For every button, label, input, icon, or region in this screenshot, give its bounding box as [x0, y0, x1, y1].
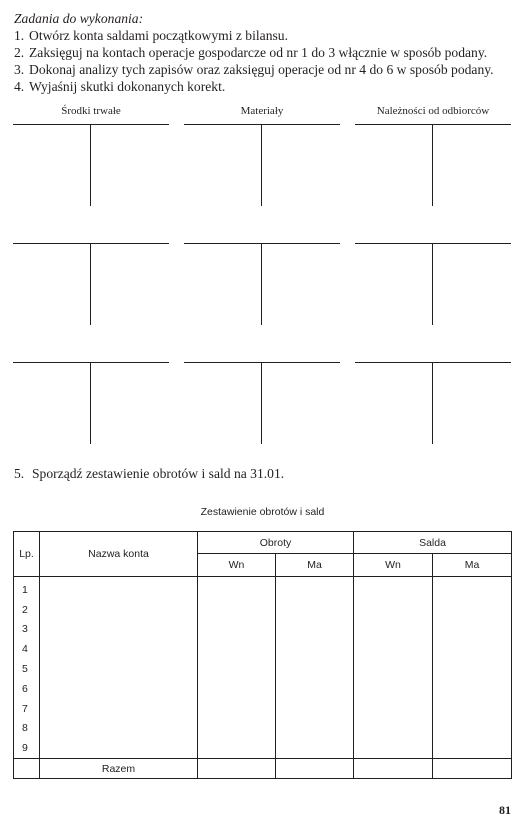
cell-account-name [40, 659, 198, 679]
t-account-center-line [90, 124, 91, 206]
col-header-turnover: Obroty [198, 532, 354, 554]
cell-balance-ma [433, 659, 512, 679]
row-number: 8 [14, 719, 40, 739]
table-row [14, 699, 512, 719]
row-number: 4 [14, 639, 40, 659]
row-number: 9 [14, 738, 40, 758]
cell-balance-wn [354, 699, 433, 719]
total-turnover-ma [276, 759, 354, 779]
cell-balance-ma [433, 600, 512, 620]
page-number: 81 [499, 803, 511, 817]
total-lp-cell [14, 759, 40, 779]
row-number: 5 [14, 659, 40, 679]
cell-turnover-ma [276, 719, 354, 739]
task-number: 1. [14, 28, 25, 43]
cell-turnover-ma [276, 699, 354, 719]
row-number: 7 [14, 699, 40, 719]
cell-turnover-wn [198, 699, 276, 719]
cell-account-name [40, 738, 198, 758]
cell-account-name [40, 719, 198, 739]
cell-turnover-ma [276, 620, 354, 640]
task-number: 5. [14, 466, 25, 481]
cell-balance-wn [354, 659, 433, 679]
table-row [14, 620, 512, 640]
row-number: 6 [14, 679, 40, 699]
cell-turnover-ma [276, 577, 354, 600]
cell-turnover-wn [198, 738, 276, 758]
cell-account-name [40, 699, 198, 719]
t-account-label: Należności od odbiorców [376, 105, 490, 117]
cell-balance-ma [433, 699, 512, 719]
t-account-top-line [184, 243, 340, 244]
t-account-center-line [432, 362, 433, 444]
table-row [14, 738, 512, 758]
total-row [14, 759, 512, 779]
t-account-center-line [90, 243, 91, 325]
row-number: 1 [14, 577, 40, 600]
cell-balance-ma [433, 719, 512, 739]
cell-turnover-ma [276, 600, 354, 620]
t-account-top-line [184, 124, 340, 125]
task-5 [14, 466, 284, 482]
t-account-center-line [261, 362, 262, 444]
table-row [14, 679, 512, 699]
row-number: 3 [14, 620, 40, 640]
cell-balance-ma [433, 738, 512, 758]
t-account-label: Materiały [240, 105, 284, 117]
turnover-balance-table [13, 531, 512, 779]
col-header-lp: Lp. [14, 532, 40, 577]
t-account-center-line [90, 362, 91, 444]
t-account-center-line [432, 243, 433, 325]
table-row [14, 600, 512, 620]
t-account-top-line [355, 243, 511, 244]
cell-account-name [40, 600, 198, 620]
cell-balance-wn [354, 719, 433, 739]
cell-balance-wn [354, 577, 433, 600]
cell-account-name [40, 620, 198, 640]
total-balance-ma [433, 759, 512, 779]
col-header-balance: Salda [354, 532, 512, 554]
row-number: 2 [14, 600, 40, 620]
table-title: Zestawienie obrotów i sald [200, 506, 325, 518]
cell-balance-ma [433, 620, 512, 640]
cell-turnover-wn [198, 620, 276, 640]
t-account-top-line [13, 362, 169, 363]
cell-balance-wn [354, 738, 433, 758]
t-account-center-line [261, 243, 262, 325]
cell-turnover-wn [198, 577, 276, 600]
t-account-top-line [13, 124, 169, 125]
cell-turnover-ma [276, 639, 354, 659]
cell-turnover-wn [198, 719, 276, 739]
cell-balance-ma [433, 679, 512, 699]
cell-account-name [40, 577, 198, 600]
cell-balance-ma [433, 577, 512, 600]
total-balance-wn [354, 759, 433, 779]
cell-turnover-ma [276, 679, 354, 699]
task-number: 2. [14, 45, 25, 60]
task-item [14, 78, 494, 95]
total-turnover-wn [198, 759, 276, 779]
table-row [14, 719, 512, 739]
t-account-top-line [13, 243, 169, 244]
col-header-turnover-ma: Ma [276, 554, 354, 577]
col-header-account-name: Nazwa konta [40, 532, 198, 577]
cell-balance-wn [354, 620, 433, 640]
t-account-center-line [261, 124, 262, 206]
table-row [14, 577, 512, 600]
col-header-turnover-wn: Wn [198, 554, 276, 577]
total-label: Razem [40, 759, 198, 779]
cell-turnover-wn [198, 659, 276, 679]
t-account-center-line [432, 124, 433, 206]
task-text: Sporządź zestawienie obrotów i sald na 31.01. [32, 466, 285, 481]
cell-balance-wn [354, 639, 433, 659]
task-item [14, 61, 494, 78]
cell-account-name [40, 639, 198, 659]
task-text: Otwórz konta saldami początkowymi z bilansu. [29, 28, 288, 43]
task-item [14, 27, 494, 44]
cell-account-name [40, 679, 198, 699]
t-account-top-line [355, 362, 511, 363]
t-account-top-line [184, 362, 340, 363]
t-account-label: Środki trwałe [61, 105, 121, 117]
tasks-heading: Zadania do wykonania: [14, 11, 144, 26]
cell-balance-wn [354, 600, 433, 620]
task-text: Dokonaj analizy tych zapisów oraz zaksięguj operacje od nr 4 do 6 w sposób podany. [29, 62, 494, 77]
col-header-balance-ma: Ma [433, 554, 512, 577]
cell-balance-ma [433, 639, 512, 659]
col-header-balance-wn: Wn [354, 554, 433, 577]
cell-turnover-wn [198, 679, 276, 699]
task-number: 4. [14, 79, 25, 94]
cell-turnover-ma [276, 659, 354, 679]
task-number: 3. [14, 62, 25, 77]
task-text: Zaksięguj na kontach operacje gospodarcze od nr 1 do 3 włącznie w sposób podany. [29, 45, 488, 60]
cell-turnover-wn [198, 600, 276, 620]
cell-balance-wn [354, 679, 433, 699]
task-item [14, 44, 494, 61]
cell-turnover-wn [198, 639, 276, 659]
table-row [14, 659, 512, 679]
table-row [14, 639, 512, 659]
t-account-top-line [355, 124, 511, 125]
task-list [14, 10, 494, 95]
task-text: Wyjaśnij skutki dokonanych korekt. [29, 79, 226, 94]
cell-turnover-ma [276, 738, 354, 758]
